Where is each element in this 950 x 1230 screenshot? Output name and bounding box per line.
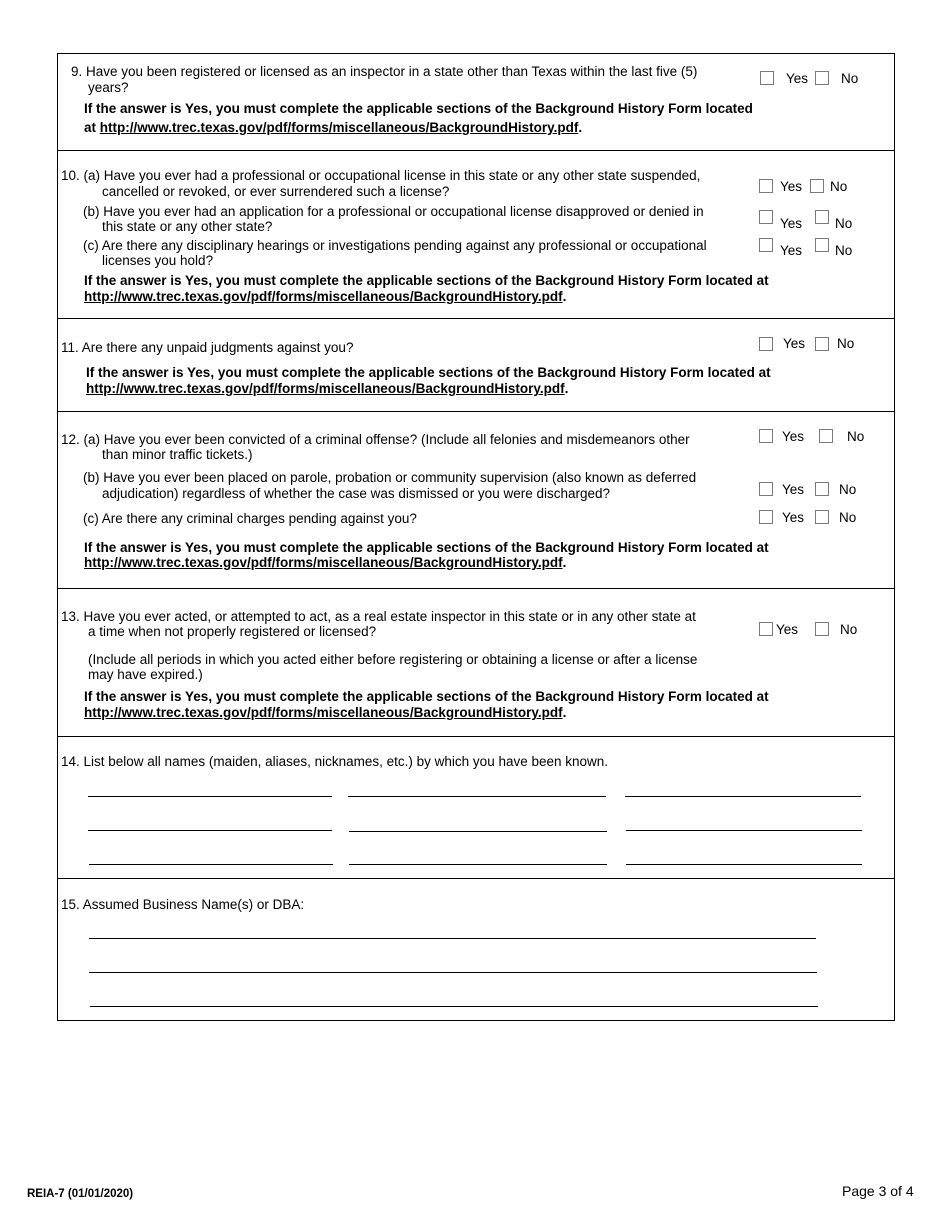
q10c-text-line2: licenses you hold? — [102, 253, 214, 268]
q12b-no-label: No — [839, 482, 857, 497]
q10c-yes-label: Yes — [780, 243, 803, 258]
q10-note-line2: http://www.trec.texas.gov/pdf/forms/miscellaneous/BackgroundHistory.pdf. — [84, 289, 567, 304]
q12a-no-checkbox[interactable] — [819, 429, 833, 443]
q10-note-line1: If the answer is Yes, you must complete the applicable sections of the Background History Form located at — [84, 273, 769, 288]
divider-13-14 — [57, 736, 895, 737]
q10a-no-label: No — [830, 179, 848, 194]
q10a-yes-checkbox[interactable] — [759, 179, 773, 193]
q11-background-history-link[interactable]: http://www.trec.texas.gov/pdf/forms/miscellaneous/BackgroundHistory.pdf — [86, 381, 565, 396]
q9-no-label: No — [841, 71, 859, 86]
q12c-text: (c) Are there any criminal charges pending against you? — [83, 511, 417, 526]
q15-dba-line-3[interactable] — [90, 1006, 818, 1007]
page-number: Page 3 of 4 — [842, 1183, 914, 1199]
q13-parenthetical-line2: may have expired.) — [88, 667, 203, 682]
q10-background-history-link[interactable]: http://www.trec.texas.gov/pdf/forms/miscellaneous/BackgroundHistory.pdf — [84, 289, 563, 304]
divider-9-10 — [57, 150, 895, 151]
q12a-text-line2: than minor traffic tickets.) — [102, 447, 253, 462]
divider-14-15 — [57, 878, 895, 879]
q9-yes-label: Yes — [786, 71, 809, 86]
q10b-no-checkbox[interactable] — [815, 210, 829, 224]
q14-name-line-2-3[interactable] — [626, 830, 862, 831]
q9-no-checkbox[interactable] — [815, 71, 829, 85]
q12a-yes-checkbox[interactable] — [759, 429, 773, 443]
q14-name-line-1-2[interactable] — [348, 796, 606, 797]
q13-note-line2: http://www.trec.texas.gov/pdf/forms/miscellaneous/BackgroundHistory.pdf. — [84, 705, 567, 720]
q9-note-line2: at http://www.trec.texas.gov/pdf/forms/miscellaneous/BackgroundHistory.pdf. — [84, 120, 583, 135]
q10c-no-checkbox[interactable] — [815, 238, 829, 252]
q15-dba-line-2[interactable] — [89, 972, 817, 973]
q14-name-line-3-2[interactable] — [349, 864, 607, 865]
q13-yes-checkbox[interactable] — [759, 622, 773, 636]
q10a-yes-label: Yes — [780, 179, 803, 194]
q12c-yes-checkbox[interactable] — [759, 510, 773, 524]
q14-name-line-2-2[interactable] — [349, 831, 607, 832]
q9-background-history-link[interactable]: http://www.trec.texas.gov/pdf/forms/miscellaneous/BackgroundHistory.pdf — [99, 120, 579, 135]
q12c-no-label: No — [839, 510, 857, 525]
q10a-text-line2: cancelled or revoked, or ever surrendered such a license? — [102, 184, 450, 199]
q13-parenthetical-line1: (Include all periods in which you acted either before registering or obtaining a license or after a license — [88, 652, 698, 667]
q11-note-line1: If the answer is Yes, you must complete the applicable sections of the Background History Form located at — [86, 365, 771, 380]
q10b-no-label: No — [835, 216, 853, 231]
q12b-yes-checkbox[interactable] — [759, 482, 773, 496]
q13-no-checkbox[interactable] — [815, 622, 829, 636]
q13-text-line1: 13. Have you ever acted, or attempted to act, as a real estate inspector in this state or in any other state at — [61, 609, 696, 624]
q10c-no-label: No — [835, 243, 853, 258]
q11-yes-label: Yes — [783, 336, 806, 351]
q12a-no-label: No — [847, 429, 865, 444]
q13-text-line2: a time when not properly registered or licensed? — [88, 624, 377, 639]
q12-note-line2: http://www.trec.texas.gov/pdf/forms/miscellaneous/BackgroundHistory.pdf. — [84, 555, 567, 570]
divider-12-13 — [57, 588, 895, 589]
q9-text-line1: 9. Have you been registered or licensed as an inspector in a state other than Texas within the last five (5) — [71, 64, 698, 79]
q10b-yes-checkbox[interactable] — [759, 210, 773, 224]
divider-11-12 — [57, 411, 895, 412]
q10b-yes-label: Yes — [780, 216, 803, 231]
q11-text: 11. Are there any unpaid judgments against you? — [61, 340, 354, 355]
q12c-yes-label: Yes — [782, 510, 805, 525]
q12b-text-line2: adjudication) regardless of whether the case was dismissed or you were discharged? — [102, 486, 611, 501]
q12a-text-line1: 12. (a) Have you ever been convicted of a criminal offense? (Include all felonies and misdemeanors other — [61, 432, 690, 447]
q12-background-history-link[interactable]: http://www.trec.texas.gov/pdf/forms/miscellaneous/BackgroundHistory.pdf — [84, 555, 563, 570]
q15-text: 15. Assumed Business Name(s) or DBA: — [61, 897, 305, 912]
q9-yes-checkbox[interactable] — [760, 71, 774, 85]
q10c-text-line1: (c) Are there any disciplinary hearings or investigations pending against any professional or occupational — [83, 238, 707, 253]
q11-yes-checkbox[interactable] — [759, 337, 773, 351]
q11-no-label: No — [837, 336, 855, 351]
q9-text-line2: years? — [88, 80, 129, 95]
q11-note-line2: http://www.trec.texas.gov/pdf/forms/miscellaneous/BackgroundHistory.pdf. — [86, 381, 569, 396]
q10b-text-line1: (b) Have you ever had an application for a professional or occupational license disapproved or denied in — [83, 204, 704, 219]
q13-no-label: No — [840, 622, 858, 637]
q13-background-history-link[interactable]: http://www.trec.texas.gov/pdf/forms/miscellaneous/BackgroundHistory.pdf — [84, 705, 563, 720]
q10c-yes-checkbox[interactable] — [759, 238, 773, 252]
q14-text: 14. List below all names (maiden, aliases, nicknames, etc.) by which you have been known. — [61, 754, 609, 769]
q14-name-line-1-1[interactable] — [88, 796, 332, 797]
q11-no-checkbox[interactable] — [815, 337, 829, 351]
q10a-no-checkbox[interactable] — [810, 179, 824, 193]
q12-note-line1: If the answer is Yes, you must complete the applicable sections of the Background History Form located at — [84, 540, 769, 555]
q12a-yes-label: Yes — [782, 429, 805, 444]
q13-yes-label: Yes — [776, 622, 799, 637]
q12b-text-line1: (b) Have you ever been placed on parole, probation or community supervision (also known as deferred — [83, 470, 697, 485]
q15-dba-line-1[interactable] — [89, 938, 816, 939]
q12b-yes-label: Yes — [782, 482, 805, 497]
form-bottom-border — [57, 1020, 895, 1021]
q9-note-line1: If the answer is Yes, you must complete the applicable sections of the Background History Form located — [84, 101, 753, 116]
q12b-no-checkbox[interactable] — [815, 482, 829, 496]
q14-name-line-3-1[interactable] — [89, 864, 333, 865]
q14-name-line-3-3[interactable] — [626, 864, 862, 865]
q12c-no-checkbox[interactable] — [815, 510, 829, 524]
divider-10-11 — [57, 318, 895, 319]
form-top-border — [57, 53, 895, 54]
q10b-text-line2: this state or any other state? — [102, 219, 273, 234]
q14-name-line-1-3[interactable] — [625, 796, 861, 797]
q14-name-line-2-1[interactable] — [88, 830, 332, 831]
q13-note-line1: If the answer is Yes, you must complete the applicable sections of the Background History Form located at — [84, 689, 769, 704]
q10a-text-line1: 10. (a) Have you ever had a professional or occupational license in this state or any other state suspended, — [61, 168, 701, 183]
form-id: REIA-7 (01/01/2020) — [27, 1188, 134, 1200]
